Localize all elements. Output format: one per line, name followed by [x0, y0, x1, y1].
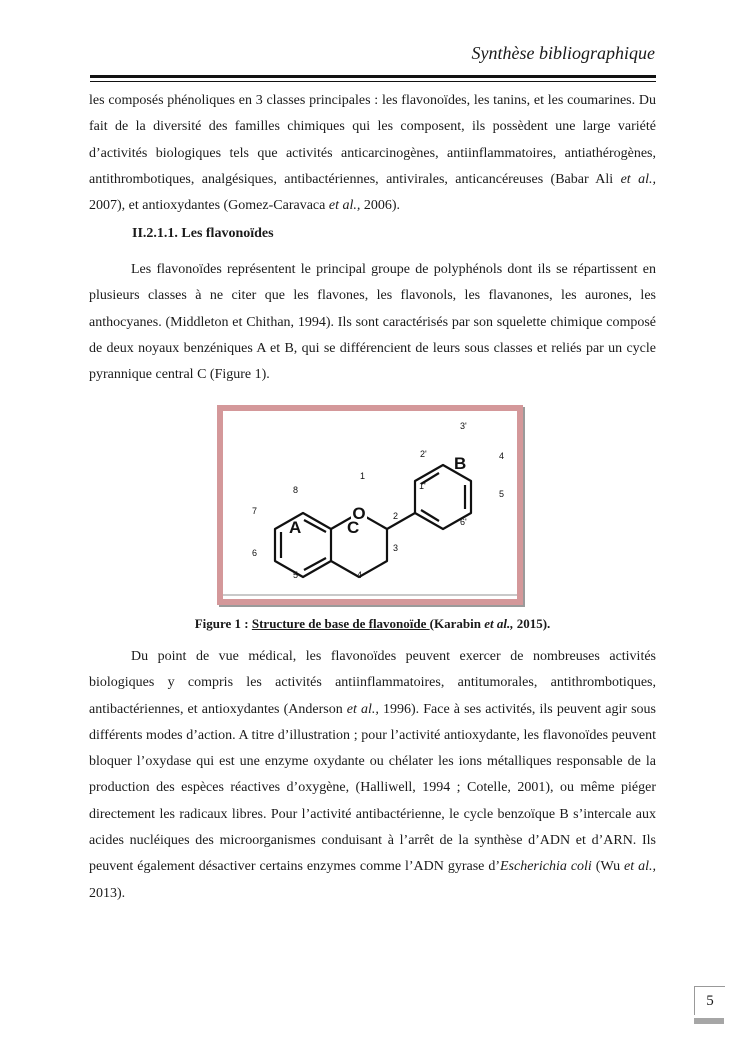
position-label-2-prime: 2'	[420, 449, 427, 459]
figure-flavonoid-structure	[217, 405, 523, 605]
paragraph-medical-activities: Du point de vue médical, les flavonoïdes peuvent exercer de nombreuses activités biologiques y compris les activités antiinflammatoires, antitumorales, antithrombotiques, antibactériennes, et antioxydantes (Anderson et al., 1996). Face à ses activités, ils peuvent agir sous différents modes d’action. A titre d’illustration ; pour l’activité antioxydante, les flavonoïdes peuvent bloquer l’oxydase qui est une enzyme oxydante ou chélater les ions métalliques responsable de la production des espèces réactives d’oxygène, (Halliwell, 1994 ; Cotelle, 2001), ou même piéger directement les radicaux libres. Pour l’activité antibactérienne, le cycle benzoïque B s’intercale aux acides nucléiques des microorganismes conduisant à l’arrêt de la synthèse d’ADN et d’ARN. Ils peuvent également désactiver certains enzymes comme l’ADN gyrase d’Escherichia coli (Wu et al., 2013).	[89, 649, 656, 901]
figure-caption: Figure 1 : Structure de base de flavonoïde (Karabin et al., 2015).	[194, 616, 551, 631]
page-number-bar	[694, 1018, 724, 1024]
position-label-4: 4	[357, 570, 363, 580]
header-rule-thick	[90, 75, 656, 78]
oxygen-atom-label: O	[352, 504, 366, 523]
position-label-6-prime: 6'	[460, 517, 467, 527]
position-label-3: 3	[393, 543, 399, 553]
position-label-6: 6	[252, 548, 258, 558]
position-label-5: 5	[293, 570, 299, 580]
position-label-4-prime: 4	[499, 451, 505, 461]
position-label-7: 7	[252, 506, 258, 516]
position-label-1-prime: 1'	[419, 481, 426, 491]
ring-a-label: A	[289, 518, 302, 537]
ring-c-label: C	[347, 518, 360, 537]
header-rule-thin	[90, 81, 656, 82]
flavonoid-skeleton-diagram	[223, 411, 517, 599]
position-label-2: 2	[393, 511, 399, 521]
position-label-8: 8	[293, 485, 299, 495]
position-label-3-prime: 3'	[460, 421, 467, 431]
position-label-5-prime: 5	[499, 489, 505, 499]
page-number: 5	[694, 986, 725, 1015]
position-label-1: 1	[360, 471, 366, 481]
ring-b-label: B	[454, 454, 467, 473]
paragraph-flavonoid-description: Les flavonoïdes représentent le principal groupe de polyphénols dont ils se répartissent en plusieurs classes à ne citer que les flavones, les flavonols, les flavanones, les aurones, les anthocyanes. (Middleton et Chithan, 1994). Ils sont caractérisés par son squelette chimique composé de deux noyaux benzéniques A et B, qui se différencient de leurs sous classes et reliés par un cycle pyrannique central C (Figure 1).	[89, 262, 656, 383]
section-heading-flavonoides: II.2.1.1. Les flavonoïdes	[132, 226, 274, 241]
paragraph-phenolic-classes: les composés phénoliques en 3 classes principales : les flavonoïdes, les tanins, et les coumarines. Du fait de la diversité des familles chimiques qui les composent, ils possèdent une large variété d’activités biologiques tels que activités anticarcinogènes, antiinflammatoires, antiathérogènes, antithrombotiques, analgésiques, antibactériennes, antivirales, anticancéreuses (Babar Ali et al., 2007), et antioxydantes (Gomez-Caravaca et al., 2006).	[89, 93, 656, 214]
running-header-title: Synthèse bibliographique	[471, 43, 655, 63]
